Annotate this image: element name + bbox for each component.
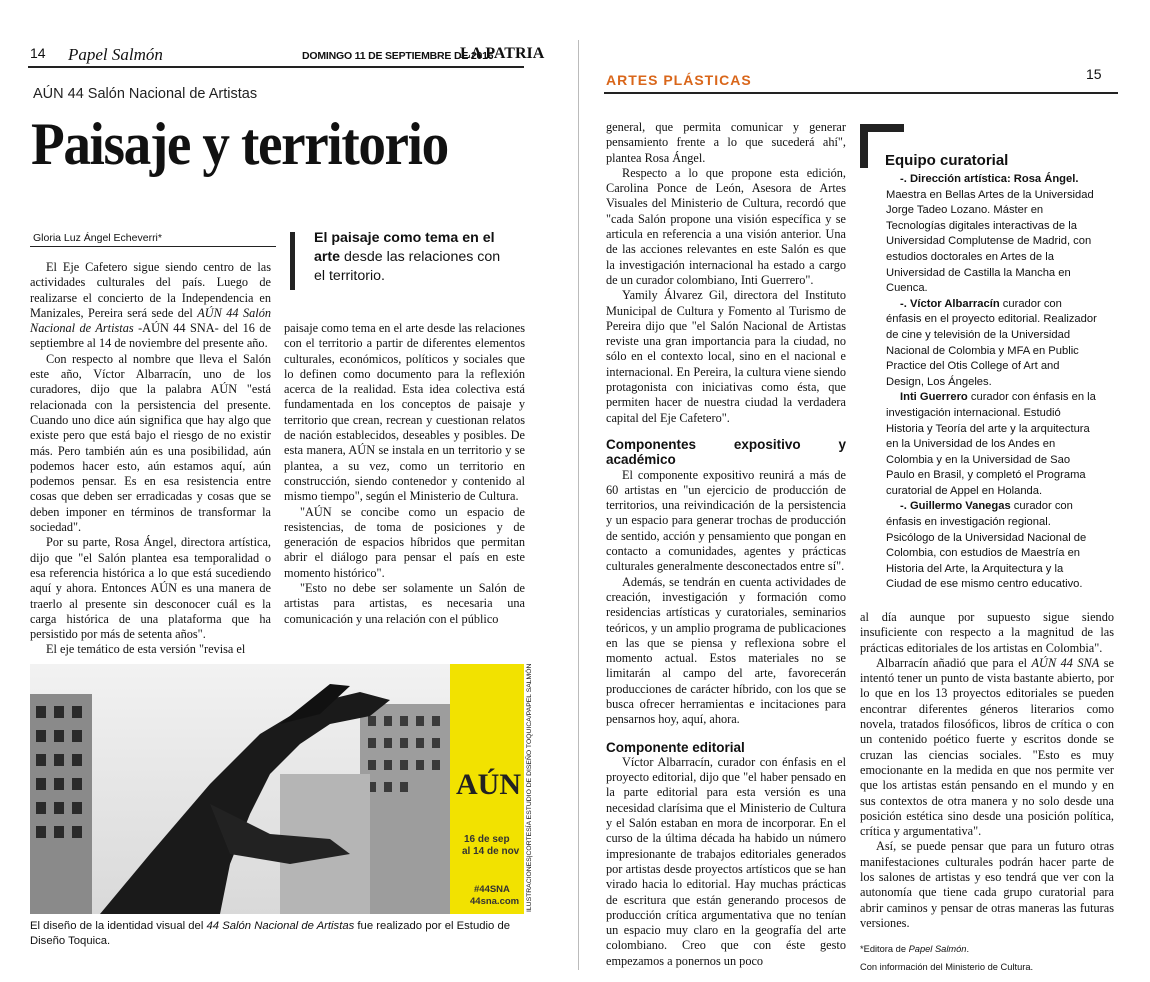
article-photo [30,664,524,914]
pullquote-bar [290,232,295,290]
pullquote-rest: desde las relaciones con el territorio. [314,249,501,284]
paragraph: "Esto no debe ser solamente un Salón de artistas para artistas, es necesaria una comunicación y una relación con el público [284,581,525,626]
left-page-number: 14 [30,45,46,61]
curatorial-team-box [886,172,1098,593]
paragraph: Por su parte, Rosa Ángel, directora artística, dijo que "el Salón plantea esa temporalidad o esa referencia histórica a lo que está sucediendo aquí y ahora. Entonces AÚN es una manera de traerlo al presente sin desconocer cuál es la carga histórica de una plataforma que ha persistido por más de setenta años". [30,535,271,642]
edition-date: DOMINGO 11 DE SEPTIEMBRE DE 2016 [302,50,494,62]
paragraph: al día aunque por supuesto sigue siendo insuficiente con respecto a la magnitud de las prácticas editoriales de los artistas en Colombia". [860,610,1114,655]
paragraph: El eje temático de esta versión "revisa el [46,642,246,657]
paragraph: "AÚN se concibe como un espacio de resistencias, de toma de posiciones y de generación de espacios híbridos que permitan abrir el diálogo para pensar el país en este momento histórico". [284,504,525,580]
photo-illustration [30,664,524,914]
paragraph: Víctor Albarracín, curador con énfasis en el proyecto editorial, dijo que "el haber pensado en la parte editorial para esta versión es una necesidad clarísima que el Ministerio de Cultura y el Salón estaban en mora de incorporar. En el curso de la última década ha habido un número impresionante de trabajos editoriales generados por artistas desde proyectos artísticos que se han virado hacia lo editorial. Hay muchas prácticas de escritura que están generando procesos de producción crítica argumentativa que no tenían un espacio muy claro en la geografía del arte colombiano. Creo que con éste gesto empezamos a ponernos un poco [606,754,846,968]
footnote-source: Con información del Ministerio de Cultura. [860,962,1034,972]
curator-entry: -. Guillermo Vanegas curador con énfasis en investigación regional. Psicólogo de la Universidad Nacional de Colombia, con estudios de Maestría en Historia del Arte, la Arquitectura y la Ciudad de ese mismo centro educativo. [886,500,1087,591]
box-title: Equipo curatorial [885,152,1009,169]
paragraph: Respecto a lo que propone esta edición, Carolina Ponce de León, Asesora de Artes Visuales del Ministerio de Cultura, recordó que "cada Salón propone una visión específica y se articula en referencia a una visión anterior. Una de las acciones relevantes en este Salón es que la investigación internacional ha estado a cargo de un curador colombiano, Inti Guerrero". [606,165,846,287]
subhead-editorial: Componente editorial [606,739,745,755]
paragraph: Yamily Álvarez Gil, directora del Instituto Municipal de Cultura y Fomento al Turismo de Pereira dijo que "el Salón Nacional de Artistas reviste una gran importancia para la ciudad, no sólo en el contexto local, sino en el nacional e internacional. En Pereira, la cultura viene siendo protagonista con iniciativas como ésta, que permiten hacer de nuestra ciudad la verdadera capital del Eje Cafetero". [606,288,846,425]
poster-dates-start: 16 de sep [464,834,510,845]
header-rule-left [28,66,524,68]
curator-entry: Inti Guerrero curador con énfasis en la investigación internacional. Estudió Historia y Teoría del arte y la arquitectura en la Universidad de los Andes en Colombia y en la Universidad de Sao Paulo en Brasil, y completó el Programa curatorial de Appel en Holanda. [886,391,1096,497]
byline-rule [30,246,276,247]
paragraph: Con respecto al nombre que lleva el Salón este año, Víctor Albarracín, uno de los curadores, dijo que la palabra AÚN "está relacionada con la persistencia del presente. Cuando uno dice aún significa que hay algo que existe pero que está bajo el riesgo de no existir más. Pero también aún es una posibilidad, aún podemos hacer esto, aún estamos aquí, aún podemos pensar. Es en esa resistencia entre cosas que deben ser erradicadas y cosas que se deben imponer en términos de transformar la sociedad". [30,351,271,535]
headline: Paisaje y territorio [31,111,448,177]
right-column-2 [860,610,1114,931]
section-title: ARTES PLÁSTICAS [606,72,752,88]
kicker: AÚN 44 Salón Nacional de Artistas [33,86,258,102]
paragraph: Además, se tendrán en cuenta actividades de creación, investigación y formación como residencias artísticas y curatoriales, seminarios teóricos, y un amplio programa de publicaciones en las que se piensa y reflexiona sobre el momento actual. Estos materiales no se limitarán al campo del arte, favorecerán producciones de carácter híbrido, con los que se busca ofrecer herramientas e incitaciones para pensarnos hoy, aquí, ahora. [606,574,846,727]
paragraph: paisaje como tema en el arte desde las relaciones con el territorio a partir de diferentes elementos culturales, económicos, políticos y sociales que lo definen como documento para la reflexión acerca de la realidad. Esta idea colectiva está fundamentada en los conceptos de paisaje y territorio que crean, recrean y cuestionan relatos de nación establecidos, deseables y posibles. De esta manera, AÚN se instala en un territorio y se plantea, a su vez, como un territorio en construcción, siendo contenedor y contenido al mismo tiempo", según el Ministerio de Cultura. [284,321,525,504]
poster-dates-end: al 14 de nov [462,846,520,857]
page-gutter [578,40,579,970]
curator-entry: -. Dirección artística: Rosa Ángel. Maestra en Bellas Artes de la Universidad Jorge Tadeo Lozano. Máster en Tecnologías digitales interactivas de la Universidad Complutense de Madrid, con estudios doctorales en Artes de la Universidad de Castilla la Mancha en Cuenca. [886,173,1094,295]
footnote-editor: *Editora de Papel Salmón. [860,944,970,954]
right-column-1 [606,120,846,969]
poster-site: 44sna.com [470,896,520,907]
poster-title: AÚN [456,768,521,801]
section-logo: Papel Salmón [68,45,163,64]
byline: Gloria Luz Ángel Echeverri* [33,232,162,244]
poster-hashtag: #44SNA [474,884,510,895]
left-column-1 [30,260,271,658]
box-corner-left [860,124,868,168]
paragraph: Albarracín añadió que para el AÚN 44 SNA se intentó tener un punto de vista bastante abierto, por lo que en los 13 proyectos editoriales se pueden encontrar diferentes géneros literarios como novela, tratados filosóficos, libros de crítica o con un contenido poético fuerte y escritos donde se cruzan las ciencias sociales. "Esto es muy emocionante en la medida en que nos permite ver que los artistas están pensando en el mundo y en sus contextos de otra manera y no solo desde una posición estética sino desde una posición política, crítica y argumentativa". [860,655,1114,839]
header-rule-right [604,92,1118,94]
paragraph: El componente expositivo reunirá a más de 60 artistas en "un ejercicio de producción de territorios, una reivindicación de la persistencia y un espacio para generar trochas de producción de sentido, acción y pensamiento que pongan en contacto a comunidades, agentes y prácticas culturales generalmente desconectados entre sí". [606,467,846,574]
subhead-expositivo: Componentes expositivo y académico [606,436,846,468]
newspaper-name: LA PATRIA [460,45,545,62]
right-page-number: 15 [1086,66,1102,82]
photo-credit: ILUSTRACIONES|CORTESÍA ESTUDIO DE DISEÑO TOQUICA/PAPEL SALMÓN [526,663,533,912]
paragraph: Así, se puede pensar que para un futuro otras manifestaciones culturales podrán hacer parte de los salones de artistas y eso tendrá que ver con la autonomía que tiene cada grupo curatorial para abrir caminos y pensar de otras maneras las futuras versiones. [860,839,1114,930]
paragraph: general, que permita comunicar y generar pensamiento frente a lo que sucederá ahí", plantea Rosa Ángel. [606,120,846,165]
pullquote [314,229,514,286]
left-column-2 [284,321,525,627]
pullquote-bold: El paisaje como tema en el arte [314,230,495,265]
paragraph: El Eje Cafetero sigue siendo centro de las actividades culturales del país. Luego de realizarse el concierto de la Independencia en Manizales, Pereira será sede del AÚN 44 Salón Nacional de Artistas -AÚN 44 SNA- del 16 de septiembre al 14 de noviembre del presente año. [30,260,271,351]
curator-entry: -. Víctor Albarracín curador con énfasis en el proyecto editorial. Realizador de cine y televisión de la Universidad Nacional de Colombia y MFA en Public Practice del Otis College of Art and Design, Los Ángeles. [886,297,1097,388]
photo-caption: El diseño de la identidad visual del 44 Salón Nacional de Artistas fue realizado por el Estudio de Diseño Toquica. [30,920,511,947]
